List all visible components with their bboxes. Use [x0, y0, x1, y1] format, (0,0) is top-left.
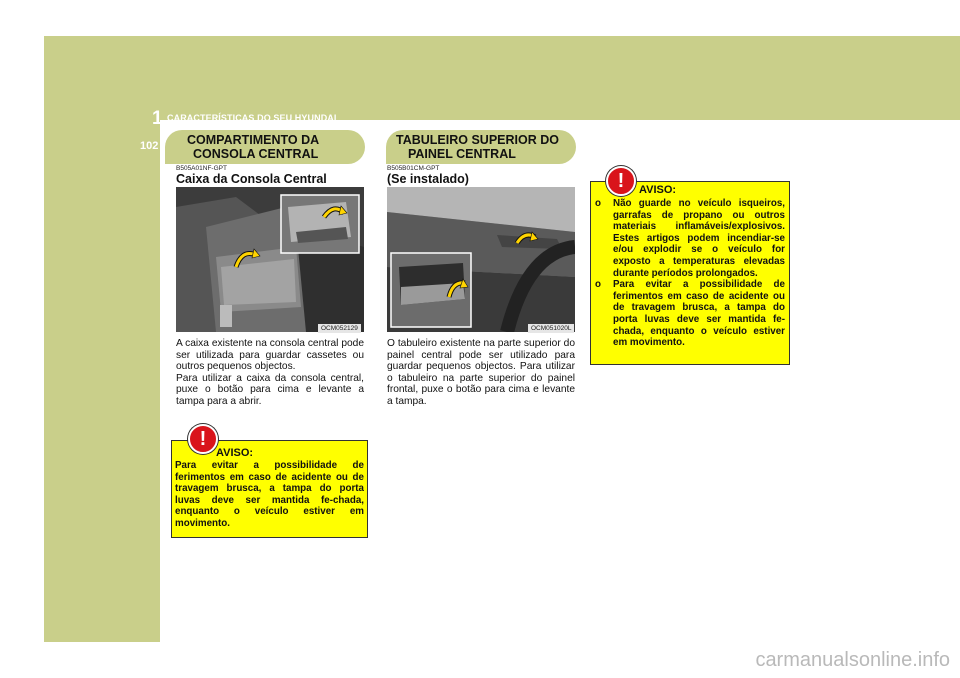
section-tab-dashboard — [386, 130, 576, 164]
bullet-marker: o — [595, 198, 601, 209]
warning-title: AVISO: — [216, 447, 254, 459]
console-box-illustration — [176, 187, 364, 332]
chapter-title: CARACTERÍSTICAS DO SEU HYUNDAI — [167, 113, 337, 123]
warning-item-text: Não guarde no veículo isqueiros, garrafas de propano ou outros materiais inflamáveis/explosivos. Estes artigos podem incendiar-se e/ou explodir se o veículo for exposto a temperaturas elevadas durante períodos prolongados. — [613, 198, 785, 279]
page-number: 102 — [140, 140, 159, 152]
section-heading: (Se instalado) — [387, 172, 469, 186]
warning-icon: ! — [606, 166, 636, 196]
warning-text: Para evitar a possibilidade de ferimentos em caso de acidente ou de travagem brusca, a tampa do porta luvas deve ser mantida fe-chada, enquanto o veículo estiver em movimento. — [175, 460, 364, 529]
console-paragraph-1: A caixa existente na consola central pode ser utilizada para guardar cassetes ou outros pequenos objectos. — [176, 338, 364, 373]
section-heading: Caixa da Consola Central — [176, 172, 327, 186]
bullet-marker: o — [595, 279, 601, 291]
dashboard-tray-photo — [387, 187, 575, 332]
warning-box-console — [171, 440, 368, 538]
dashboard-tray-illustration — [387, 187, 575, 332]
dashboard-tray-description: O tabuleiro existente na parte superior do painel central pode ser utilizado para guardar pequenos objectos. Para utilizar o tabuleiro na parte superior do painel frontal, puxe o botão para cima e levante a tampa. — [387, 338, 575, 407]
section-tab-line2: PAINEL CENTRAL — [408, 147, 516, 161]
warning-icon: ! — [188, 424, 218, 454]
site-watermark: carmanualsonline.info — [755, 649, 950, 671]
photo-reference-label: OCM052129 — [318, 324, 361, 333]
console-box-photo — [176, 187, 364, 332]
photo-reference-label: OCM051020L — [528, 324, 574, 333]
warning-item-text: Para evitar a possibilidade de ferimentos em caso de acidente ou de travagem brusca, a tampa do porta luvas deve ser mantida fe-chada, enquanto o veículo estiver em movimento. — [613, 279, 785, 349]
section-code: B505B01CM-GPT — [387, 165, 440, 172]
section-code: B505A01NF-GPT — [176, 165, 227, 172]
chapter-number: 1 — [152, 108, 163, 129]
warning-box-flammables — [590, 181, 790, 365]
warning-item — [595, 279, 785, 349]
section-tab-line1: COMPARTIMENTO DA — [187, 133, 320, 147]
section-tab-console — [165, 130, 365, 164]
section-tab-line1: TABULEIRO SUPERIOR DO — [396, 133, 559, 147]
console-paragraph-2: Para utilizar a caixa da consola central, puxe o botão para cima e levante a tampa para a abrir. — [176, 372, 364, 407]
warning-list — [595, 198, 785, 349]
warning-item — [595, 198, 785, 279]
console-description — [176, 338, 364, 408]
section-tab-line2: CONSOLA CENTRAL — [193, 147, 319, 161]
warning-title: AVISO: — [639, 184, 677, 196]
